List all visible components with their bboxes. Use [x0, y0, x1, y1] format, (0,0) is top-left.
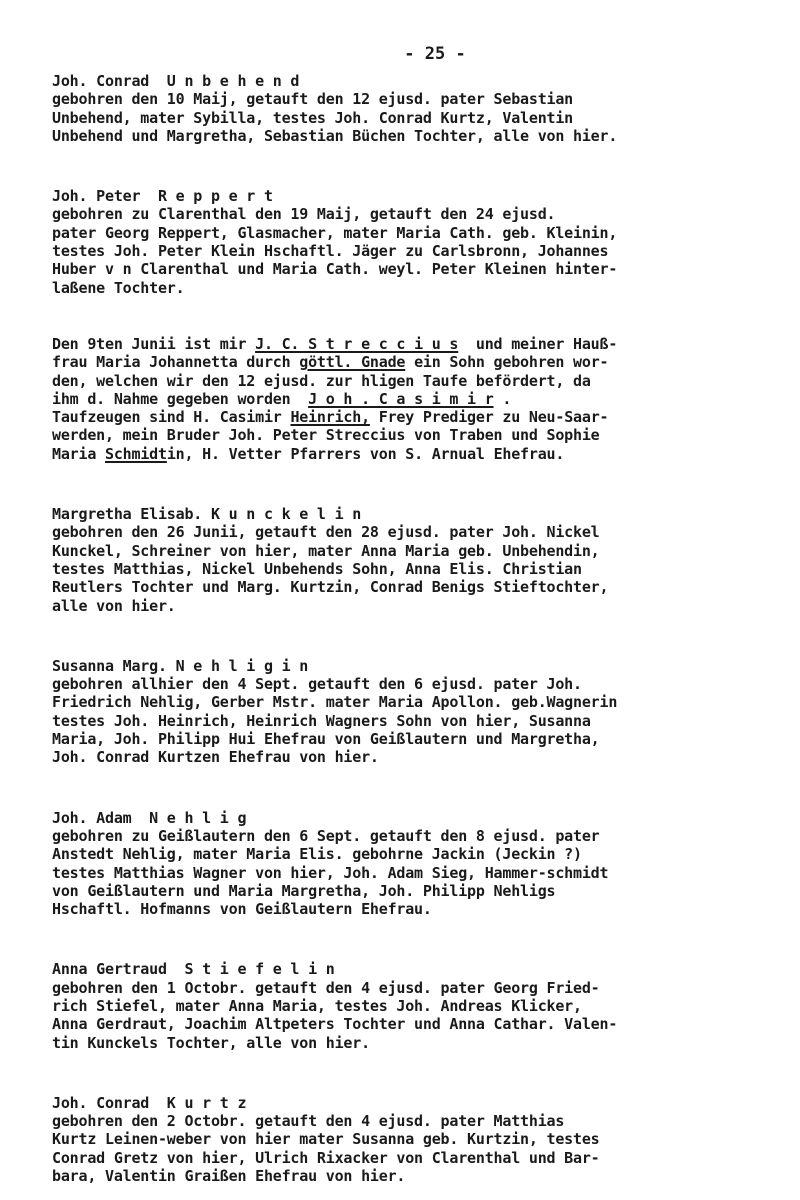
underlined-name: J. C. S t r e c c i u s [255, 334, 459, 353]
text-segment: . [493, 389, 512, 408]
entry-line: von Geißlautern und Maria Margretha, Joh. Philipp Nehligs [52, 881, 556, 900]
baptism-entry-streccius [52, 335, 778, 463]
underlined-phrase: göttl. Gnade [299, 353, 406, 372]
entry-line: testes Joh. Heinrich, Heinrich Wagners Sohn von hier, Susanna [52, 711, 591, 730]
baptism-entry-reppert [52, 187, 778, 297]
entry-heading: Joh. Conrad U n b e h e n d [52, 72, 300, 90]
entry-line: Kurtz Leinen-weber von hier mater Susanna geb. Kurtzin, testes [52, 1130, 600, 1149]
text-segment: und meiner Hauß- [458, 334, 618, 353]
entry-line: laßene Tochter. [52, 278, 185, 297]
entry-line: Unbehend, mater Sybilla, testes Joh. Conrad Kurtz, Valentin [52, 108, 574, 127]
entry-line: gebohren zu Geißlautern den 6 Sept. getauft den 8 ejusd. pater [52, 826, 600, 845]
entry-line [52, 408, 778, 426]
text-segment: ein Sohn gebohren wor- [405, 353, 609, 372]
entry-heading: Joh. Adam N e h l i g [52, 808, 247, 827]
entry-line: gebohren zu Clarenthal den 19 Maij, getauft den 24 ejusd. [52, 205, 556, 224]
entry-heading: Susanna Marg. N e h l i g i n [52, 656, 309, 675]
text-segment: in, H. Vetter Pfarrers von S. Arnual Ehefrau. [166, 444, 565, 463]
entry-line: Maria, Joh. Philipp Hui Ehefrau von Geißlautern und Margretha, [52, 730, 600, 749]
entry-line [52, 353, 778, 371]
entry-line: Kunckel, Schreiner von hier, mater Anna Maria geb. Unbehendin, [52, 541, 600, 560]
entry-heading: Joh. Conrad K u r t z [52, 1093, 247, 1112]
entry-line: rich Stiefel, mater Anna Maria, testes Joh. Andreas Klicker, [52, 996, 582, 1015]
entry-line: den, welchen wir den 12 ejusd. zur hligen Taufe befördert, da [52, 371, 591, 390]
entry-line: Huber v n Clarenthal und Maria Cath. weyl. Peter Kleinen hinter- [52, 260, 618, 279]
text-segment: Taufzeugen sind H. Casimir [52, 408, 291, 427]
entry-line: Anstedt Nehlig, mater Maria Elis. gebohrne Jackin (Jeckin ?) [52, 845, 582, 864]
baptism-entry-stiefelin [52, 960, 778, 1051]
entry-heading: Margretha Elisab. K u n c k e l i n [52, 505, 362, 524]
entry-line: Hschaftl. Hofmanns von Geißlautern Ehefrau. [52, 900, 432, 919]
entry-line: gebohren allhier den 4 Sept. getauft den 6 ejusd. pater Joh. [52, 675, 582, 694]
entry-line: testes Joh. Peter Klein Hschaftl. Jäger zu Carlsbronn, Johannes [52, 242, 609, 261]
underlined-name: J o h . C a s i m i r [308, 389, 494, 408]
entry-line: gebohren den 1 Octobr. getauft den 4 ejusd. pater Georg Fried- [52, 978, 600, 997]
text-segment: frau Maria Johannetta durch [52, 353, 300, 372]
entry-line: Unbehend und Margretha, Sebastian Büchen Tochter, alle von hier. [52, 126, 618, 145]
entry-heading: Joh. Peter R e p p e r t [52, 187, 273, 206]
entry-line: Anna Gerdraut, Joachim Altpeters Tochter und Anna Cathar. Valen- [52, 1015, 618, 1034]
entry-heading: Anna Gertraud S t i e f e l i n [52, 960, 335, 979]
entry-line [52, 390, 778, 408]
baptism-entry-unbehend [52, 72, 778, 145]
baptism-entry-kunckelin [52, 505, 778, 615]
entry-line: Conrad Gretz von hier, Ulrich Rixacker von Clarenthal und Bar- [52, 1148, 600, 1167]
baptism-entry-nehlig [52, 809, 778, 919]
entry-line: testes Matthias Wagner von hier, Joh. Adam Sieg, Hammer-schmidt [52, 863, 609, 882]
baptism-entry-kurtz [52, 1094, 778, 1185]
entry-line: tin Kunckels Tochter, alle von hier. [52, 1033, 370, 1052]
entry-line: alle von hier. [52, 596, 176, 615]
entry-line: bara, Valentin Graißen Ehefrau von hier. [52, 1167, 406, 1186]
entry-line: gebohren den 2 Octobr. getauft den 4 ejusd. pater Matthias [52, 1112, 565, 1131]
entry-line: testes Matthias, Nickel Unbehends Sohn, Anna Elis. Christian [52, 559, 582, 578]
entry-line [52, 335, 778, 353]
text-segment: Maria [52, 444, 105, 463]
entry-line: werden, mein Bruder Joh. Peter Streccius von Traben und Sophie [52, 426, 600, 445]
baptism-entry-nehligin [52, 657, 778, 767]
entry-line: Reutlers Tochter und Marg. Kurtzin, Conrad Benigs Stieftochter, [52, 578, 609, 597]
entry-line: gebohren den 10 Maij, getauft den 12 ejusd. pater Sebastian [52, 90, 574, 109]
entry-line: gebohren den 26 Junii, getauft den 28 ejusd. pater Joh. Nickel [52, 523, 600, 542]
entry-line [52, 445, 778, 463]
text-segment: ihm d. Nahme gegeben worden [52, 389, 309, 408]
underlined-name: Schmidt [105, 444, 167, 463]
entry-line: Friedrich Nehlig, Gerber Mstr. mater Maria Apollon. geb.Wagnerin [52, 693, 618, 712]
page-number: - 25 - [404, 44, 466, 64]
entry-line: Joh. Conrad Kurtzen Ehefrau von hier. [52, 748, 379, 767]
text-segment: Den 9ten Junii ist mir [52, 334, 256, 353]
text-segment: Frey Prediger zu Neu-Saar- [369, 408, 609, 427]
underlined-name: Heinrich, [290, 408, 370, 427]
entry-line: pater Georg Reppert, Glasmacher, mater Maria Cath. geb. Kleinin, [52, 223, 618, 242]
